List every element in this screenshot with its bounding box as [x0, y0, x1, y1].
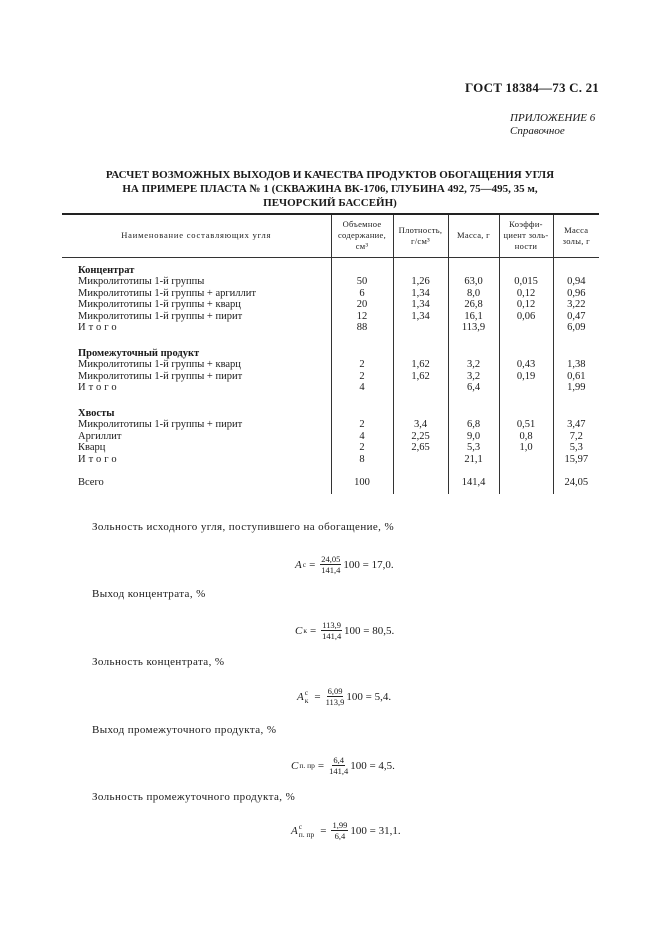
table-row-cell-1: 2 [331, 419, 393, 431]
title-line-2: НА ПРИМЕРЕ ПЛАСТА № 1 (СКВАЖИНА ВК-1706, ГЛУБИНА 492, 75—495, 35 м, [122, 183, 538, 195]
spacer-row [62, 334, 599, 346]
table-row-cell-4: 0,19 [499, 371, 553, 383]
table-row-cell-3: 6,8 [448, 419, 499, 431]
section-title-tailings-cell-3 [448, 406, 499, 420]
section-title-concentrate-cell-4 [499, 263, 553, 277]
formula-2: C к = $\frac{113,9}{141,4}$ 100 = 80,5. [295, 620, 395, 641]
table-row-cell-0: Микролитотипы 1-й группы + пирит [78, 370, 243, 382]
total-row-concentrate [62, 322, 599, 334]
table-row [62, 431, 599, 443]
table-row-cell-5: 1,38 [553, 359, 599, 371]
table-row-cell-1: 6 [331, 288, 393, 300]
table-row-cell-0: Микролитотипы 1-й группы + кварц [78, 299, 241, 310]
appendix-title: ПРИЛОЖЕНИЕ 6 [510, 112, 596, 124]
section-title-concentrate-cell-2 [393, 263, 448, 277]
table-row-cell-4: 0,06 [499, 311, 553, 323]
table-row [62, 299, 599, 311]
table-header-row [62, 214, 599, 258]
section-title-middling-cell-2 [393, 346, 448, 360]
table-row-cell-0: Микролитотипы 1-й группы + аргиллит [78, 287, 256, 299]
grand-total-row [62, 477, 599, 489]
table-row-cell-2: 1,34 [393, 311, 448, 323]
header-name: Наименование составляющих угля [62, 214, 331, 258]
coal-products-table [62, 213, 599, 494]
table-row-cell-3: 5,3 [448, 442, 499, 454]
calc-text-4: Выход промежуточного продукта, % [92, 724, 277, 736]
table-row-cell-0: Микролитотипы 1-й группы + пирит [78, 419, 243, 430]
table-row [62, 288, 599, 300]
total-row-concentrate-cell-0: Итого [78, 322, 120, 333]
formula-1: A c = $\frac{24,05}{141,4}$ 100 = 17,0. [295, 554, 394, 575]
appendix-note: Справочное [510, 125, 565, 137]
total-row-tailings [62, 454, 599, 466]
calc-text-2: Выход концентрата, % [92, 588, 206, 600]
table-row-cell-5: 0,96 [553, 288, 599, 300]
section-title-concentrate [62, 263, 599, 277]
section-title-middling-cell-0: Промежуточный продукт [78, 347, 200, 359]
table-row-cell-4: 0,12 [499, 299, 553, 311]
table-row-cell-1: 2 [331, 442, 393, 454]
formula-5: A с п. пр = $\frac{1,99}{6,4}$ 100 = 31,1. [291, 820, 401, 841]
table-row [62, 442, 599, 454]
standard-header: ГОСТ 18384—73 С. 21 [465, 80, 599, 95]
table-row [62, 419, 599, 431]
table-row-cell-5: 3,22 [553, 299, 599, 311]
total-row-middling-cell-5: 1,99 [553, 382, 599, 394]
table-row-cell-2: 1,34 [393, 299, 448, 311]
section-title-tailings [62, 406, 599, 420]
table-row-cell-3: 26,8 [448, 299, 499, 311]
section-title-concentrate-cell-3 [448, 263, 499, 277]
table-row-cell-2: 2,65 [393, 442, 448, 454]
table-row-cell-4: 0,8 [499, 431, 553, 443]
table-row [62, 371, 599, 383]
table-row-cell-0: Микролитотипы 1-й группы + пирит [78, 310, 243, 322]
formula-3: A с к = $\frac{6,09}{113,9}$ 100 = 5,4. [297, 686, 392, 707]
calc-text-1: Зольность исходного угля, поступившего на обогащение, % [92, 521, 395, 533]
grand-total-row-cell-2 [393, 477, 448, 489]
table-row-cell-3: 8,0 [448, 288, 499, 300]
formula-4: C п. пр = $\frac{6,4}{141,4}$ 100 = 4,5. [291, 755, 395, 776]
grand-total-row-cell-3: 141,4 [448, 477, 499, 489]
section-title-tailings-cell-4 [499, 406, 553, 420]
total-row-tailings-cell-2 [393, 454, 448, 466]
section-title-middling-cell-1 [331, 346, 393, 360]
total-row-middling [62, 382, 599, 394]
spacer-row [62, 394, 599, 406]
table-row-cell-5: 0,94 [553, 276, 599, 288]
table-row-cell-4: 1,0 [499, 442, 553, 454]
table-row [62, 311, 599, 323]
section-title-tailings-cell-2 [393, 406, 448, 420]
title-line-1: РАСЧЕТ ВОЗМОЖНЫХ ВЫХОДОВ И КАЧЕСТВА ПРОДУКТОВ ОБОГАЩЕНИЯ УГЛЯ [105, 169, 555, 181]
table-row-cell-3: 9,0 [448, 431, 499, 443]
total-row-middling-cell-0: Итого [78, 382, 120, 393]
total-row-middling-cell-3: 6,4 [448, 382, 499, 394]
spacer-row [62, 465, 599, 477]
table-row [62, 276, 599, 288]
table-row-cell-5: 0,47 [553, 311, 599, 323]
calc-text-3: Зольность концентрата, % [92, 656, 225, 668]
header-density: Плотность, г/см³ [393, 214, 448, 258]
table-body [62, 258, 599, 494]
section-title-concentrate-cell-1 [331, 263, 393, 277]
table-row-cell-2: 3,4 [393, 419, 448, 431]
table-row [62, 359, 599, 371]
table-row-cell-3: 3,2 [448, 371, 499, 383]
table-row-cell-0: Аргиллит [78, 430, 122, 442]
total-row-concentrate-cell-4 [499, 322, 553, 334]
table-row-cell-4: 0,43 [499, 359, 553, 371]
table-row-cell-5: 5,3 [553, 442, 599, 454]
table-row-cell-3: 3,2 [448, 359, 499, 371]
section-title-middling-cell-3 [448, 346, 499, 360]
table-row-cell-2: 1,34 [393, 288, 448, 300]
total-row-tailings-cell-4 [499, 454, 553, 466]
section-title-middling-cell-4 [499, 346, 553, 360]
grand-total-row-cell-4 [499, 477, 553, 489]
header-volume: Объемное содержание, см³ [331, 214, 393, 258]
table-row-cell-4: 0,12 [499, 288, 553, 300]
document-title [60, 168, 600, 210]
section-title-tailings-cell-0: Хвосты [78, 407, 115, 419]
section-title-concentrate-cell-0: Концентрат [78, 264, 135, 276]
header-ash-mass: Масса золы, г [553, 214, 599, 258]
grand-total-row-cell-1: 100 [331, 477, 393, 489]
total-row-middling-cell-4 [499, 382, 553, 394]
table-row-cell-1: 4 [331, 431, 393, 443]
appendix-label [510, 112, 595, 138]
title-line-3: ПЕЧОРСКИЙ БАССЕЙН) [263, 197, 397, 209]
section-title-tailings-cell-1 [331, 406, 393, 420]
grand-total-row-cell-0: Всего [78, 477, 104, 488]
section-title-tailings-cell-5 [553, 406, 599, 420]
table-row-cell-1: 2 [331, 359, 393, 371]
table-row-cell-1: 12 [331, 311, 393, 323]
table-row-cell-5: 7,2 [553, 431, 599, 443]
grand-total-row-cell-5: 24,05 [553, 477, 599, 489]
total-row-middling-cell-1: 4 [331, 382, 393, 394]
table-row-cell-1: 2 [331, 371, 393, 383]
table-row-cell-1: 50 [331, 276, 393, 288]
table-row-cell-4: 0,51 [499, 419, 553, 431]
table-row-cell-2: 2,25 [393, 431, 448, 443]
total-row-concentrate-cell-2 [393, 322, 448, 334]
total-row-concentrate-cell-3: 113,9 [448, 322, 499, 334]
section-title-middling-cell-5 [553, 346, 599, 360]
total-row-concentrate-cell-1: 88 [331, 322, 393, 334]
table-row-cell-3: 16,1 [448, 311, 499, 323]
table-row-cell-5: 0,61 [553, 371, 599, 383]
table-row-cell-0: Микролитотипы 1-й группы [78, 276, 205, 287]
total-row-tailings-cell-3: 21,1 [448, 454, 499, 466]
total-row-tailings-cell-1: 8 [331, 454, 393, 466]
table-row-cell-0: Микролитотипы 1-й группы + кварц [78, 359, 241, 370]
spacer-row [62, 489, 599, 494]
section-title-concentrate-cell-5 [553, 263, 599, 277]
calc-text-5: Зольность промежуточного продукта, % [92, 791, 296, 803]
total-row-tailings-cell-5: 15,97 [553, 454, 599, 466]
total-row-concentrate-cell-5: 6,09 [553, 322, 599, 334]
section-title-middling [62, 346, 599, 360]
table-row-cell-3: 63,0 [448, 276, 499, 288]
table-row-cell-2: 1,62 [393, 359, 448, 371]
table-row-cell-0: Кварц [78, 442, 106, 453]
header-mass: Масса, г [448, 214, 499, 258]
table-row-cell-2: 1,62 [393, 371, 448, 383]
table-row-cell-2: 1,26 [393, 276, 448, 288]
table-row-cell-1: 20 [331, 299, 393, 311]
table-row-cell-4: 0,015 [499, 276, 553, 288]
total-row-tailings-cell-0: Итого [78, 453, 120, 465]
header-coef: Коэффи- циент золь- ности [499, 214, 553, 258]
table-row-cell-5: 3,47 [553, 419, 599, 431]
total-row-middling-cell-2 [393, 382, 448, 394]
